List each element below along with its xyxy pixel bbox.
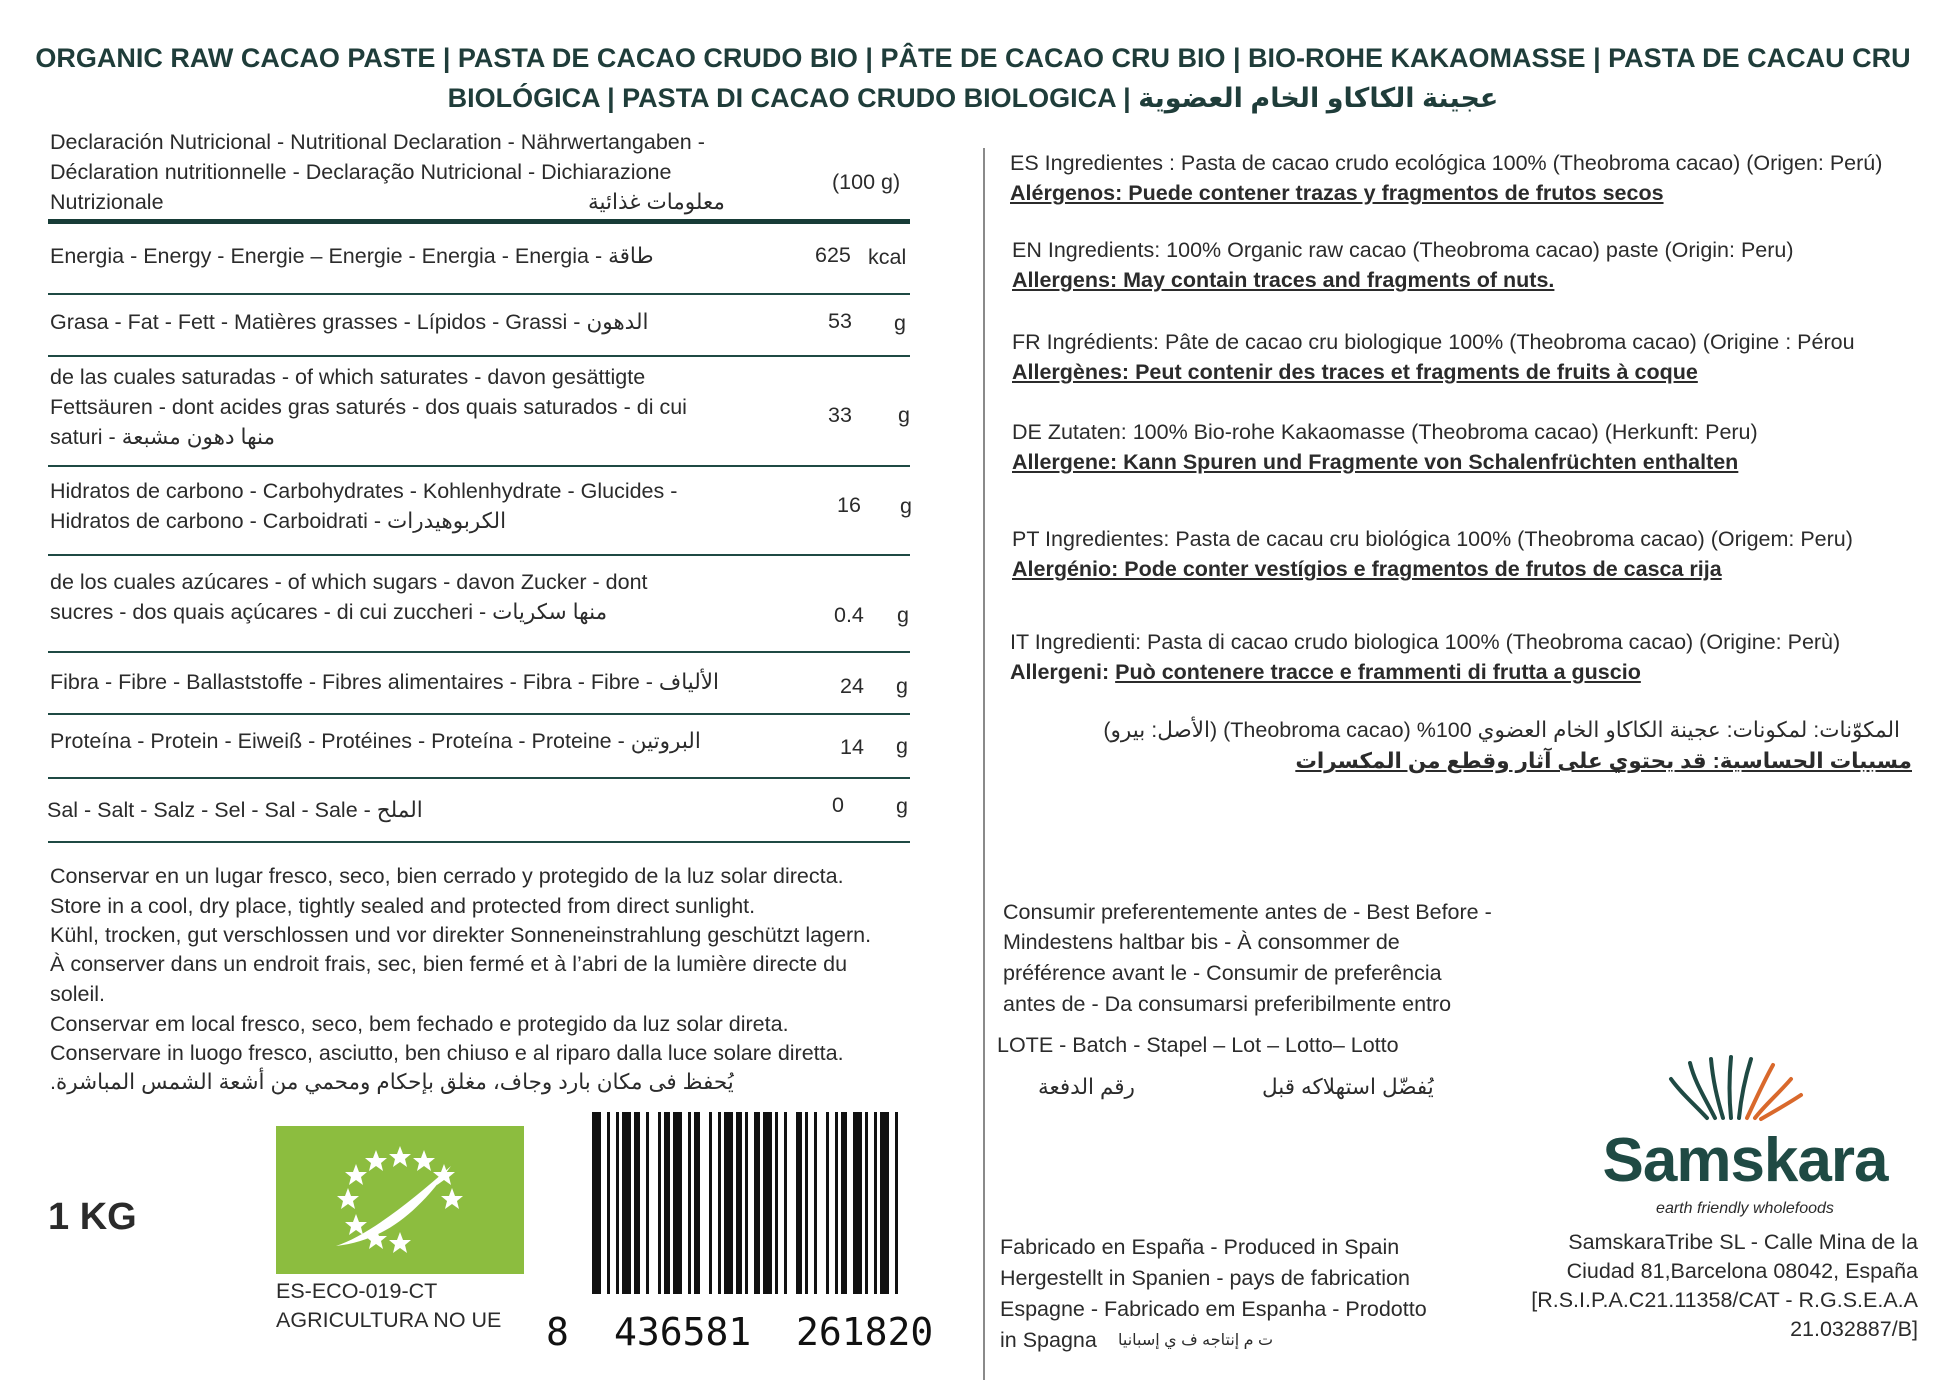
carbohydrates-unit: g — [900, 494, 912, 518]
barcode-first-digit: 8 — [546, 1310, 569, 1354]
best-before-arabic: يُفضّل استهلاكه قبل — [1262, 1075, 1434, 1099]
saturates-unit: g — [898, 403, 910, 427]
protein-label: Proteína - Protein - Eiweiß - Protéines - Proteína - Proteine - البروتين — [50, 729, 701, 753]
ingredients-en: EN Ingredients: 100% Organic raw cacao (Theobroma cacao) paste (Origin: Peru) — [1012, 238, 1794, 262]
best-before-4: antes de - Da consumarsi preferibilmente entro — [1003, 992, 1452, 1016]
company-3: [R.S.I.P.A.C21.11358/CAT - R.G.S.E.A.A — [1531, 1288, 1918, 1312]
barcode-bar — [775, 1112, 778, 1294]
company-4: 21.032887/B] — [1790, 1317, 1918, 1341]
saturates-label-1: de las cuales saturadas - of which saturates - davon gesättigte — [50, 365, 646, 389]
row-divider — [48, 293, 910, 295]
ingredients-ar: المكوّنات: لمكونات: عجينة الكاكاو الخام العضوي 100% (Theobroma cacao) (الأصل: بيرو) — [1103, 718, 1900, 742]
storage-en: Store in a cool, dry place, tightly sealed and protected from direct sunlight. — [50, 894, 756, 918]
barcode-bar — [664, 1112, 670, 1294]
row-divider — [48, 841, 910, 843]
eco-origin: AGRICULTURA NO UE — [276, 1308, 502, 1332]
row-divider — [48, 554, 910, 556]
barcode-bar — [853, 1112, 862, 1294]
barcode-bar — [622, 1112, 631, 1294]
carbohydrates-label-1: Hidratos de carbono - Carbohydrates - Kohlenhydrate - Glucides - — [50, 479, 678, 503]
barcode-bar — [745, 1112, 748, 1294]
best-before-3: préférence avant le - Consumir de preferência — [1003, 961, 1442, 985]
allergens-de: Allergene: Kann Spuren und Fragmente von Schalenfrüchten enthalten — [1012, 450, 1739, 474]
title-line-1: ORGANIC RAW CACAO PASTE | PASTA DE CACAO CRUDO BIO | PÂTE DE CACAO CRU BIO | BIO-ROHE KAKAOMASSE | PASTA DE CACAU CRU — [35, 43, 1911, 73]
barcode-bar — [826, 1112, 829, 1294]
made-in-arabic: ت م إنتاجه ف ي إسبانيا — [1118, 1332, 1274, 1349]
ingredients-es: ES Ingredientes : Pasta de cacao crudo ecológica 100% (Theobroma cacao) (Origen: Perú) — [1010, 151, 1883, 175]
storage-es: Conservar en un lugar fresco, seco, bien cerrado y protegido de la luz solar directa. — [50, 864, 844, 888]
barcode-bar — [784, 1112, 787, 1294]
nutrition-header-rule — [48, 219, 910, 224]
lot-label-arabic: رقم الدفعة — [1038, 1075, 1135, 1099]
eco-code: ES-ECO-019-CT — [276, 1279, 438, 1303]
allergens-pt: Alergénio: Pode conter vestígios e fragmentos de frutos de casca rija — [1012, 557, 1722, 581]
barcode-bar — [835, 1112, 838, 1294]
sugars-unit: g — [897, 603, 909, 627]
storage-it: Conservare in luogo fresco, asciutto, ben chiuso e al riparo dalla luce solare diretta. — [50, 1041, 844, 1065]
allergens-fr: Allergènes: Peut contenir des traces et fragments de fruits à coque — [1012, 360, 1698, 384]
barcode-bar — [673, 1112, 682, 1294]
brand-name: Samskara — [1602, 1126, 1888, 1195]
fat-value: 53 — [828, 309, 852, 333]
barcode-bar — [805, 1112, 808, 1294]
made-in-3: Espagne - Fabricado em Espanha - Prodotto — [1000, 1297, 1427, 1321]
samskara-logo — [1585, 1053, 1905, 1223]
fat-label: Grasa - Fat - Fett - Matières grasses - Lípidos - Grassi - الدهون — [50, 310, 649, 334]
best-before-1: Consumir preferentemente antes de - Best Before - — [1003, 900, 1492, 924]
row-divider — [48, 777, 910, 779]
salt-unit: g — [896, 794, 908, 818]
company-2: Ciudad 81,Barcelona 08042, España — [1566, 1259, 1918, 1283]
barcode-bar — [754, 1112, 760, 1294]
product-title — [30, 38, 1916, 118]
barcode-bars — [592, 1112, 968, 1294]
barcode-bar — [724, 1112, 733, 1294]
fibre-unit: g — [896, 674, 908, 698]
saturates-label-2: Fettsäuren - dont acides gras saturés - dos quais saturados - di cui — [50, 395, 687, 419]
allergens-es: Alérgenos: Puede contener trazas y fragmentos de frutos secos — [1010, 181, 1664, 205]
allergens-it-label: Allergeni — [1010, 660, 1102, 684]
ingredients-de: DE Zutaten: 100% Bio-rohe Kakaomasse (Theobroma cacao) (Herkunft: Peru) — [1012, 420, 1758, 444]
saturates-label-3: saturi - منها دهون مشبعة — [50, 425, 275, 449]
ingredients-it: IT Ingredienti: Pasta di cacao crudo biologica 100% (Theobroma cacao) (Origine: Perù) — [1010, 630, 1841, 654]
barcode-bar — [592, 1112, 601, 1294]
made-in-1: Fabricado en España - Produced in Spain — [1000, 1235, 1400, 1259]
energy-unit: kcal — [868, 245, 907, 269]
nutrition-header-3: Nutrizionale — [50, 190, 164, 214]
barcode-bar — [880, 1112, 889, 1294]
salt-value: 0 — [832, 793, 844, 817]
fibre-value: 24 — [840, 674, 864, 698]
barcode-bar — [658, 1112, 661, 1294]
salt-label: Sal - Salt - Salz - Sel - Sal - Sale - الملح — [47, 798, 423, 822]
nutrition-header-2: Déclaration nutritionnelle - Declaração Nutricional - Dichiarazione — [50, 160, 672, 184]
ingredients-fr: FR Ingrédients: Pâte de cacao cru biologique 100% (Theobroma cacao) (Origine : Pérou — [1012, 330, 1855, 354]
barcode-left-digits: 436581 — [614, 1310, 752, 1354]
barcode-bar — [763, 1112, 772, 1294]
sugars-label-2: sucres - dos quais açúcares - di cui zuccheri - منها سكريات — [50, 600, 608, 624]
net-weight: 1 KG — [48, 1196, 137, 1238]
protein-value: 14 — [840, 735, 864, 759]
made-in-4: in Spagna — [1000, 1328, 1097, 1352]
allergens-ar: مسببات الحساسية: قد يحتوي على آثار وقطع من المكسرات — [1295, 749, 1912, 773]
fat-unit: g — [894, 311, 906, 335]
storage-ar: يُحفظ فى مكان بارد وجاف، مغلق بإحكام ومحمي من أشعة الشمس المباشرة. — [50, 1070, 734, 1094]
protein-unit: g — [896, 734, 908, 758]
sugars-value: 0.4 — [834, 603, 864, 627]
energy-label: Energia - Energy - Energie – Energie - Energia - Energia - طاقة — [50, 244, 654, 268]
allergens-it-text: Può contenere tracce e frammenti di frutta a guscio — [1115, 660, 1641, 684]
title-line-2: BIOLÓGICA | PASTA DI CACAO CRUDO BIOLOGICA | عجينة الكاكاو الخام العضوية — [447, 83, 1499, 113]
ingredients-pt: PT Ingredientes: Pasta de cacau cru biológica 100% (Theobroma cacao) (Origem: Peru) — [1012, 527, 1853, 551]
nutrition-header-arabic: معلومات غذائية — [588, 190, 725, 214]
nutrition-per-100g: (100 g) — [832, 170, 901, 194]
barcode-bar — [874, 1112, 877, 1294]
barcode-bar — [634, 1112, 640, 1294]
carbohydrates-value: 16 — [837, 493, 861, 517]
storage-pt: Conservar em local fresco, seco, bem fechado e protegido da luz solar direta. — [50, 1012, 789, 1036]
sugars-label-1: de los cuales azúcares - of which sugars - davon Zucker - dont — [50, 570, 648, 594]
column-divider — [983, 148, 985, 1380]
barcode-bar — [865, 1112, 868, 1294]
barcode-bar — [718, 1112, 721, 1294]
company-1: SamskaraTribe SL - Calle Mina de la — [1568, 1230, 1918, 1254]
barcode-bar — [736, 1112, 742, 1294]
made-in-2: Hergestellt in Spanien - pays de fabrication — [1000, 1266, 1410, 1290]
barcode-bar — [814, 1112, 817, 1294]
brand-tagline: earth friendly wholefoods — [1656, 1200, 1834, 1217]
barcode-bar — [688, 1112, 691, 1294]
row-divider — [48, 355, 910, 357]
eu-organic-logo — [276, 1126, 524, 1274]
barcode-bar — [895, 1112, 898, 1294]
barcode-bar — [694, 1112, 700, 1294]
storage-fr-2: soleil. — [50, 982, 105, 1006]
row-divider — [48, 465, 910, 467]
barcode-bar — [709, 1112, 712, 1294]
barcode — [592, 1112, 968, 1337]
tree-roots-icon — [1585, 1053, 1905, 1123]
nutrition-header-1: Declaración Nutricional - Nutritional Declaration - Nährwertangaben - — [50, 130, 705, 154]
fibre-label: Fibra - Fibre - Ballaststoffe - Fibres alimentaires - Fibra - Fibre - الألياف — [50, 670, 720, 694]
best-before-2: Mindestens haltbar bis - À consommer de — [1003, 930, 1400, 954]
allergens-it: Allergeni: Può contenere tracce e frammenti di frutta a guscio — [1010, 660, 1641, 684]
row-divider — [48, 651, 910, 653]
eu-leaf-icon — [276, 1126, 524, 1274]
row-divider — [48, 713, 910, 715]
lot-label: LOTE - Batch - Stapel – Lot – Lotto– Lotto — [997, 1033, 1399, 1057]
barcode-bar — [607, 1112, 610, 1294]
carbohydrates-label-2: Hidratos de carbono - Carboidrati - الكربوهيدرات — [50, 509, 507, 533]
barcode-bar — [796, 1112, 802, 1294]
barcode-bar — [616, 1112, 619, 1294]
storage-de: Kühl, trocken, gut verschlossen und vor direkter Sonneneinstrahlung geschützt lagern. — [50, 923, 872, 947]
allergens-en: Allergens: May contain traces and fragments of nuts. — [1012, 268, 1555, 292]
saturates-value: 33 — [828, 403, 852, 427]
energy-value: 625 — [815, 243, 851, 267]
barcode-right-digits: 261820 — [796, 1310, 934, 1354]
storage-fr-1: À conserver dans un endroit frais, sec, bien fermé et à l’abri de la lumière directe du — [50, 952, 848, 976]
barcode-bar — [841, 1112, 847, 1294]
barcode-bar — [646, 1112, 649, 1294]
